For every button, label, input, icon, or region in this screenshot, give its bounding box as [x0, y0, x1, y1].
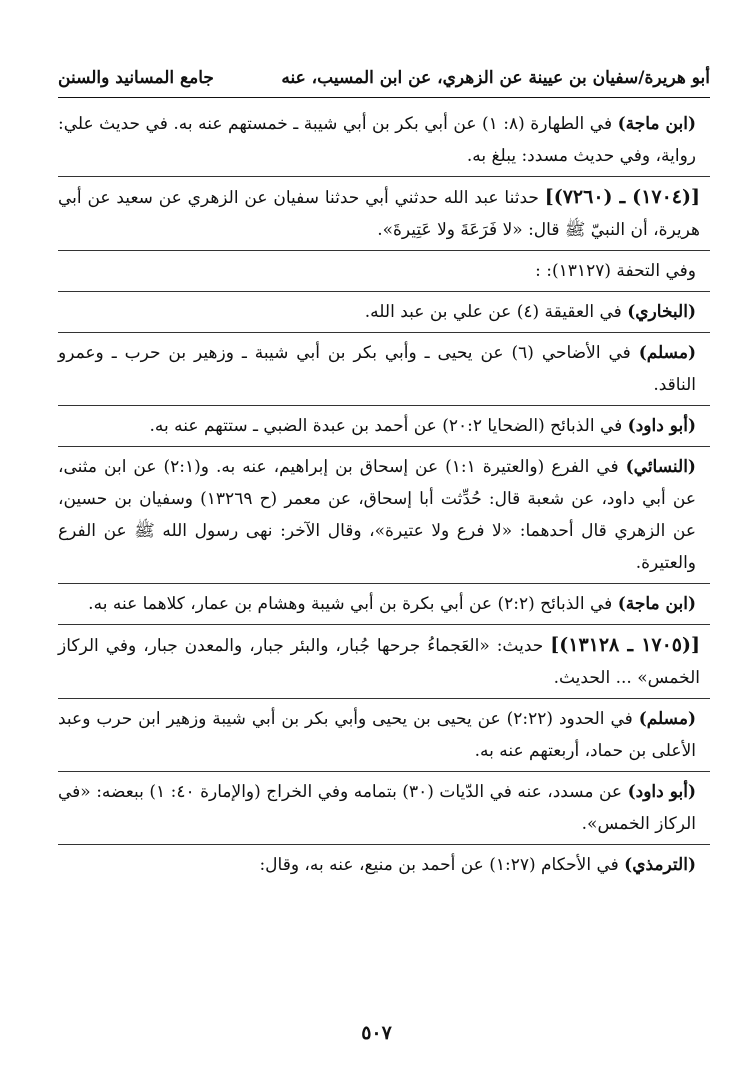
hadith-1705: [(١٧٠٥ ـ ١٣١٢٨)] حديث: «العَجماءُ جرحها جُبار، والبئر جبار، والمعدن جبار، وفي الركاز الخمس» ... الحديث. — [58, 634, 700, 688]
paragraph-muslim-2: (مسلم) في الحدود (٢:٢٢) عن يحيى بن يحيى وأبي بكر بن أبي شيبة وزهير ابن حرب وعبد الأعلى بن حماد، أربعتهم عنه به. — [58, 709, 696, 761]
paragraph-ibn-majah-1: (ابن ماجة) في الطهارة (٨: ١) عن أبي بكر بن أبي شيبة ـ خمستهم عنه به. في حديث علي: رواية، وفي حديث مسدد: يبلغ به. — [58, 114, 696, 166]
paragraph-abu-dawud-2: (أبو داود) عن مسدد، عنه في الدّيات (٣٠) بتمامه وفي الخراج (والإمارة ٤٠: ١) ببعضه: «في الركاز الخمس». — [58, 782, 696, 834]
header-book-title: جامع المسانيد والسنن — [58, 68, 214, 88]
paragraph-separator — [58, 405, 710, 406]
paragraph-ibn-majah-2: (ابن ماجة) في الذبائح (٢:٢) عن أبي بكرة بن أبي شيبة وهشام بن عمار، كلاهما عنه به. — [88, 594, 696, 614]
paragraph-separator — [58, 176, 710, 177]
paragraph-tuhfa: وفي التحفة (١٣١٢٧): : — [535, 261, 696, 281]
paragraph-separator — [58, 250, 710, 251]
hadith-1704: [(١٧٠٤) ـ (٧٢٦٠)] حدثنا عبد الله حدثني أبي حدثنا سفيان عن الزهري عن سعيد عن أبي هريرة، أن النبيّ ﷺ قال: «لا فَرَعَةَ ولا عَتِيرةَ». — [58, 186, 700, 240]
header-rule — [58, 97, 710, 98]
running-header — [58, 62, 710, 96]
paragraph-separator — [58, 771, 710, 772]
paragraph-separator — [58, 446, 710, 447]
page-body — [58, 108, 710, 890]
paragraph-separator — [58, 698, 710, 699]
paragraph-separator — [58, 291, 710, 292]
paragraph-abu-dawud-1: (أبو داود) في الذبائح (الضحايا ٢٠:٢) عن أحمد بن عبدة الضبي ـ ستتهم عنه به. — [149, 416, 696, 436]
paragraph-separator — [58, 624, 710, 625]
paragraph-tirmidhi: (الترمذي) في الأحكام (١:٢٧) عن أحمد بن منيع، عنه به، وقال: — [259, 855, 696, 875]
paragraph-bukhari: (البخاري) في العقيقة (٤) عن علي بن عبد الله. — [364, 302, 696, 322]
paragraph-separator — [58, 583, 710, 584]
paragraph-separator — [58, 844, 710, 845]
paragraph-separator — [58, 332, 710, 333]
paragraph-nasai: (النسائي) في الفرع (والعتيرة ١:١) عن إسحاق بن إبراهيم، عنه به. و(٢:١) عن ابن مثنى، عن أبي داود، عن شعبة قال: حُدِّثت أبا إسحاق، عن معمر (ح ١٣٢٦٩) وسفيان بن حسين، عن الزهري قال أحدهما: «لا فرع ولا عتيرة»، وقال الآخر: نهى رسول الله ﷺ عن الفرع والعتيرة. — [58, 457, 696, 573]
page-number: ٥٠٧ — [361, 1022, 392, 1044]
header-chain-title: أبو هريرة/سفيان بن عيينة عن الزهري، عن ابن المسيب، عنه — [281, 68, 710, 88]
paragraph-muslim-1: (مسلم) في الأضاحي (٦) عن يحيى ـ وأبي بكر بن أبي شيبة ـ وزهير بن حرب ـ وعمرو الناقد. — [58, 343, 696, 395]
